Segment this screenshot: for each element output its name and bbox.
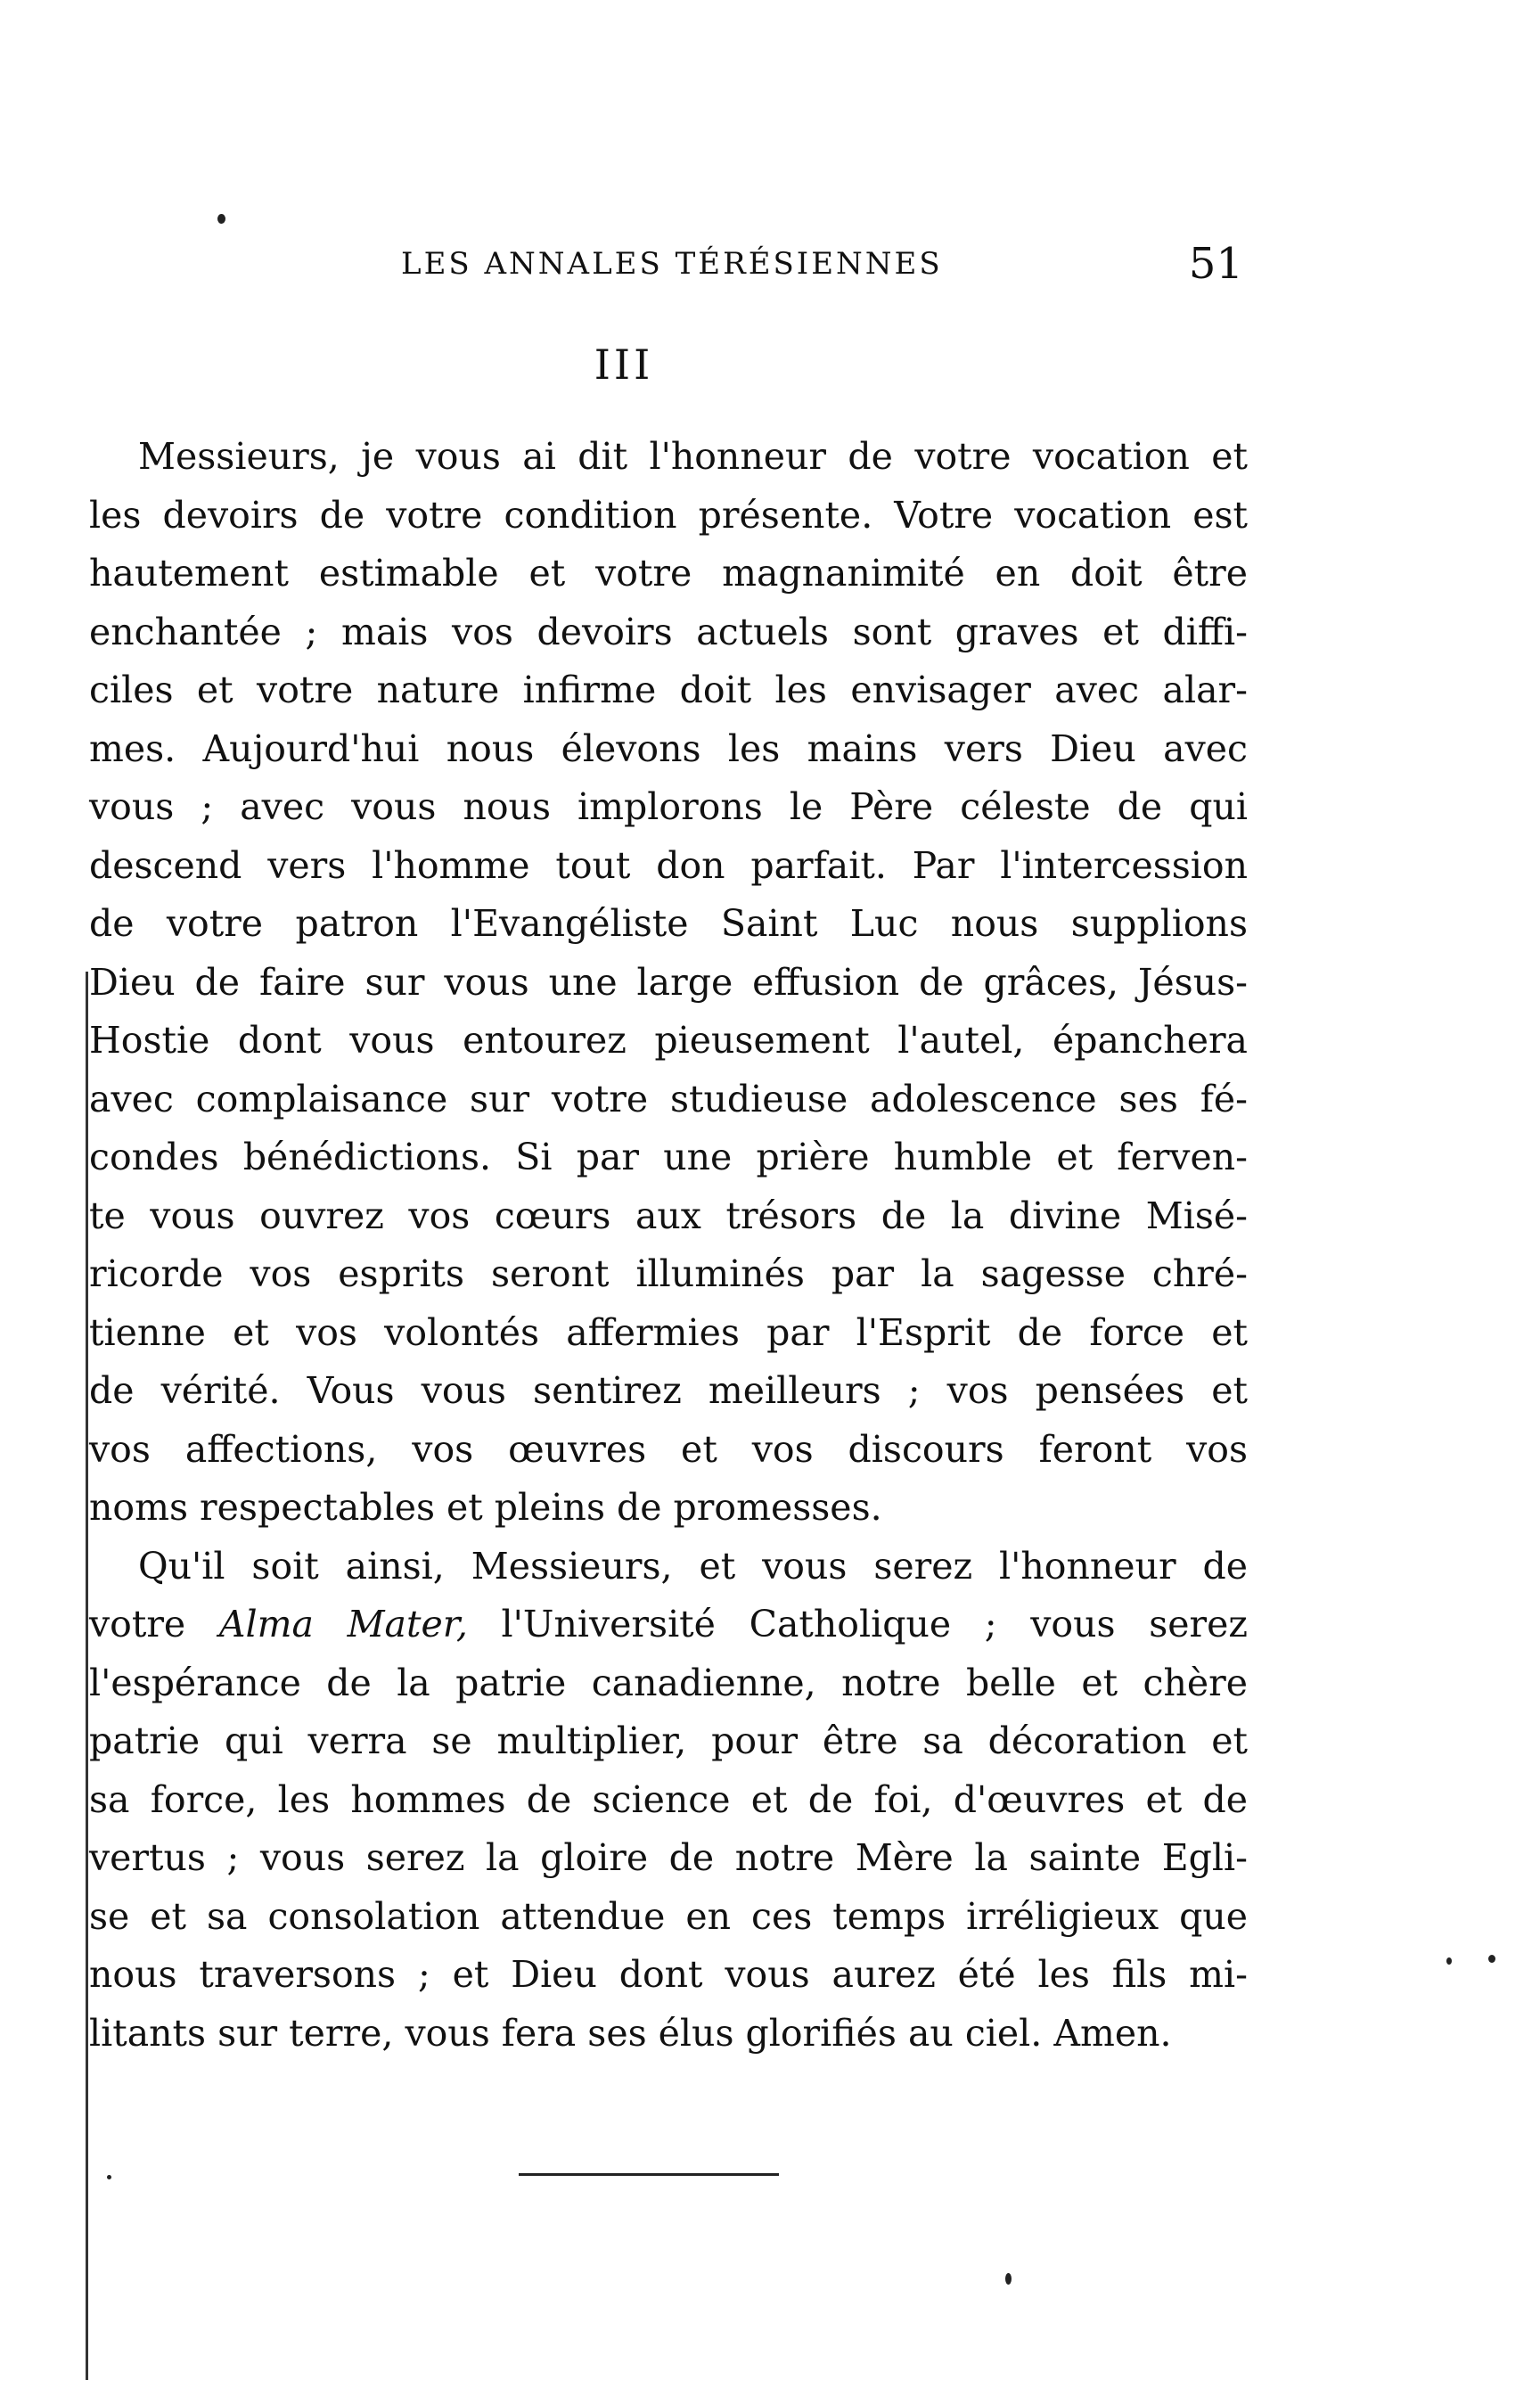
text-line: Messieurs, je vous ai dit l'honneur de votre vocation et: [138, 435, 1248, 478]
body-text: [89, 428, 1248, 2063]
text-line: vos affections, vos œuvres et vos discours feront vos: [89, 1427, 1248, 1471]
closing-rule: [519, 2173, 779, 2176]
text-line: litants sur terre, vous fera ses élus glorifiés au ciel. Amen.: [89, 2011, 1172, 2055]
text-line: enchantée ; mais vos devoirs actuels sont graves et diffi-: [89, 610, 1248, 653]
text-line: te vous ouvrez vos cœurs aux trésors de la divine Misé-: [89, 1194, 1248, 1237]
paragraph-1: [89, 428, 1248, 1538]
section-number: III: [594, 341, 654, 389]
text-line: nous traversons ; et Dieu dont vous aurez été les fils mi-: [89, 1953, 1248, 1996]
ink-speck: [1446, 1957, 1452, 1965]
text-run: l'Université Catholique ; vous serez: [467, 1603, 1249, 1645]
text-line: ricorde vos esprits seront illuminés par la sagesse chré-: [89, 1252, 1248, 1295]
text-line: de votre patron l'Evangéliste Saint Luc nous supplions: [89, 902, 1248, 945]
text-line: hautement estimable et votre magnanimité en doit être: [89, 552, 1248, 595]
text-line: vous ; avec vous nous implorons le Père céleste de qui: [89, 785, 1248, 828]
text-line: Hostie dont vous entourez pieusement l'autel, épanchera: [89, 1019, 1248, 1062]
text-line: condes bénédictions. Si par une prière humble et ferven-: [89, 1136, 1248, 1178]
text-line: ciles et votre nature infirme doit les envisager avec alar-: [89, 669, 1248, 711]
page-number: 51: [1188, 239, 1243, 289]
text-line: sa force, les hommes de science et de foi, d'œuvres et de: [89, 1777, 1248, 1821]
ink-speck: [1488, 1955, 1495, 1963]
binding-edge-line: [86, 972, 88, 2380]
ink-speck: [107, 2175, 111, 2179]
text-line: Dieu de faire sur vous une large effusion de grâces, Jésus-: [89, 960, 1248, 1004]
text-line: l'espérance de la patrie canadienne, notre belle et chère: [89, 1661, 1248, 1704]
text-line: descend vers l'homme tout don parfait. Par l'intercession: [89, 843, 1248, 887]
text-line: se et sa consolation attendue en ces temps irréligieux que: [89, 1894, 1248, 1938]
text-run: votre: [89, 1603, 219, 1645]
text-line: Qu'il soit ainsi, Messieurs, et vous serez l'honneur de: [138, 1544, 1248, 1588]
text-line: vertus ; vous serez la gloire de notre Mère la sainte Egli-: [89, 1836, 1248, 1879]
text-line: patrie qui verra se multiplier, pour être sa décoration et: [89, 1719, 1248, 1762]
ink-speck: [1005, 2273, 1012, 2285]
text-line-with-italic: [89, 1596, 1248, 1654]
text-line: de vérité. Vous vous sentirez meilleurs ; vos pensées et: [89, 1369, 1248, 1412]
text-line: avec complaisance sur votre studieuse adolescence ses fé-: [89, 1077, 1248, 1120]
ink-speck: [217, 214, 225, 224]
running-head: [383, 239, 1257, 292]
text-line: noms respectables et pleins de promesses.: [89, 1486, 882, 1529]
running-title: LES ANNALES TÉRÉSIENNES: [401, 246, 943, 282]
italic-title: Alma Mater,: [218, 1603, 468, 1645]
text-line: les devoirs de votre condition présente. Votre vocation est: [89, 493, 1248, 537]
text-line: mes. Aujourd'hui nous élevons les mains vers Dieu avec: [89, 726, 1248, 770]
text-line: tienne et vos volontés affermies par l'Esprit de force et: [89, 1310, 1248, 1354]
paragraph-2: [89, 1538, 1248, 2064]
